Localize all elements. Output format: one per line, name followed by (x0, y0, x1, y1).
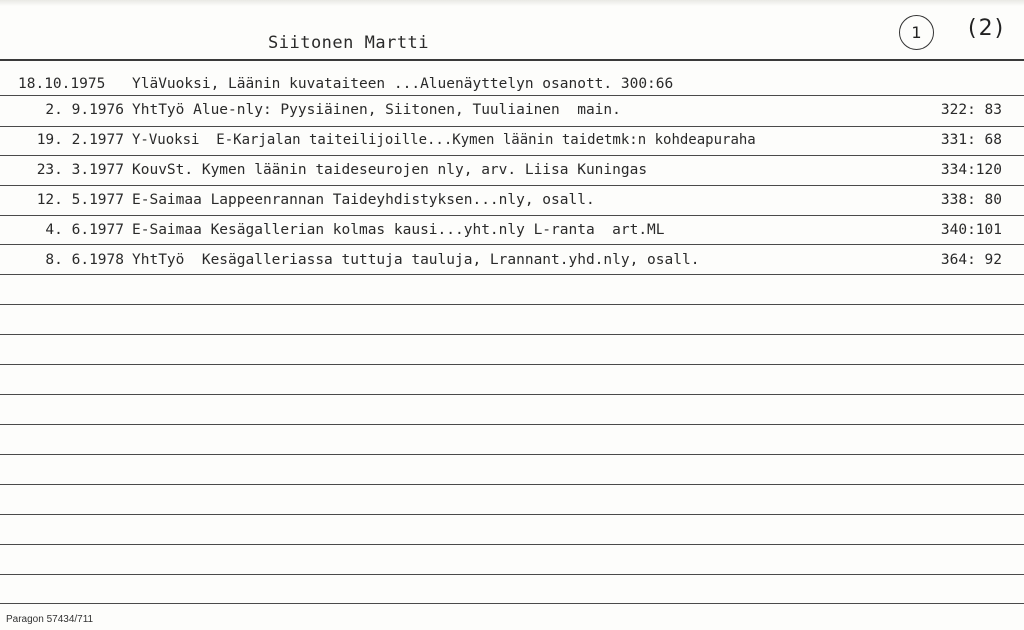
ruled-line (0, 244, 1024, 245)
entry-text: E-Saimaa Kesägallerian kolmas kausi...yht.nly L-ranta art.ML (132, 222, 665, 238)
card-entry (0, 132, 1024, 152)
ruled-line (0, 574, 1024, 575)
entry-reference: 364: 92 (940, 252, 1002, 268)
ruled-line (0, 215, 1024, 216)
ruled-line (0, 126, 1024, 127)
entry-text: YhtTyö Alue-nly: Pyysiäinen, Siitonen, Tuuliainen main. (132, 102, 621, 118)
ruled-line (0, 185, 1024, 186)
entry-text: Y-Vuoksi E-Karjalan taiteilijoille...Kymen läänin taidetmk:n kohdeapuraha (132, 132, 756, 148)
card-entry (0, 102, 1024, 122)
ruled-line (0, 155, 1024, 156)
entry-reference: 340:101 (940, 222, 1002, 238)
entry-text: YhtTyö Kesägalleriassa tuttuja tauluja, Lrannant.yhd.nly, osall. (132, 252, 700, 268)
ruled-line (0, 603, 1024, 604)
entry-date: 19. 2.1977 (36, 132, 124, 148)
card-entry (0, 222, 1024, 242)
entry-text: E-Saimaa Lappeenrannan Taideyhdistyksen...nly, osall. (132, 192, 595, 208)
ruled-line (0, 274, 1024, 275)
card-print-mark: Paragon 57434/711 (6, 614, 94, 625)
card-number-circled: 1 (899, 15, 934, 50)
ruled-line (0, 334, 1024, 335)
entry-reference: 331: 68 (940, 132, 1002, 148)
entry-text: KouvSt. Kymen läänin taideseurojen nly, arv. Liisa Kuningas (132, 162, 648, 178)
entry-date: 4. 6.1977 (45, 222, 124, 238)
ruled-line (0, 514, 1024, 515)
ruled-line (0, 364, 1024, 365)
ruled-line (0, 484, 1024, 485)
ruled-line (0, 544, 1024, 545)
entry-text: YläVuoksi, Läänin kuvataiteen ...Aluenäyttelyn osanott. 300:66 (132, 76, 674, 92)
header-rule (0, 59, 1024, 61)
card-top-edge (0, 0, 1024, 6)
card-number-parenthesized: (2) (968, 16, 1006, 41)
entry-date: 2. 9.1976 (45, 102, 124, 118)
card-entry (0, 252, 1024, 272)
entry-date: 8. 6.1978 (45, 252, 124, 268)
entry-date: 23. 3.1977 (36, 162, 124, 178)
ruled-line (0, 394, 1024, 395)
entry-date: 18.10.1975 (18, 76, 106, 92)
card-entry (0, 76, 1024, 96)
card-title-name: Siitonen Martti (268, 33, 430, 53)
entry-reference: 322: 83 (940, 102, 1002, 118)
entry-date: 12. 5.1977 (36, 192, 124, 208)
ruled-line (0, 424, 1024, 425)
card-entry (0, 162, 1024, 182)
card-entry (0, 192, 1024, 212)
ruled-line (0, 304, 1024, 305)
entry-reference: 338: 80 (940, 192, 1002, 208)
entry-reference: 334:120 (940, 162, 1002, 178)
ruled-line (0, 454, 1024, 455)
